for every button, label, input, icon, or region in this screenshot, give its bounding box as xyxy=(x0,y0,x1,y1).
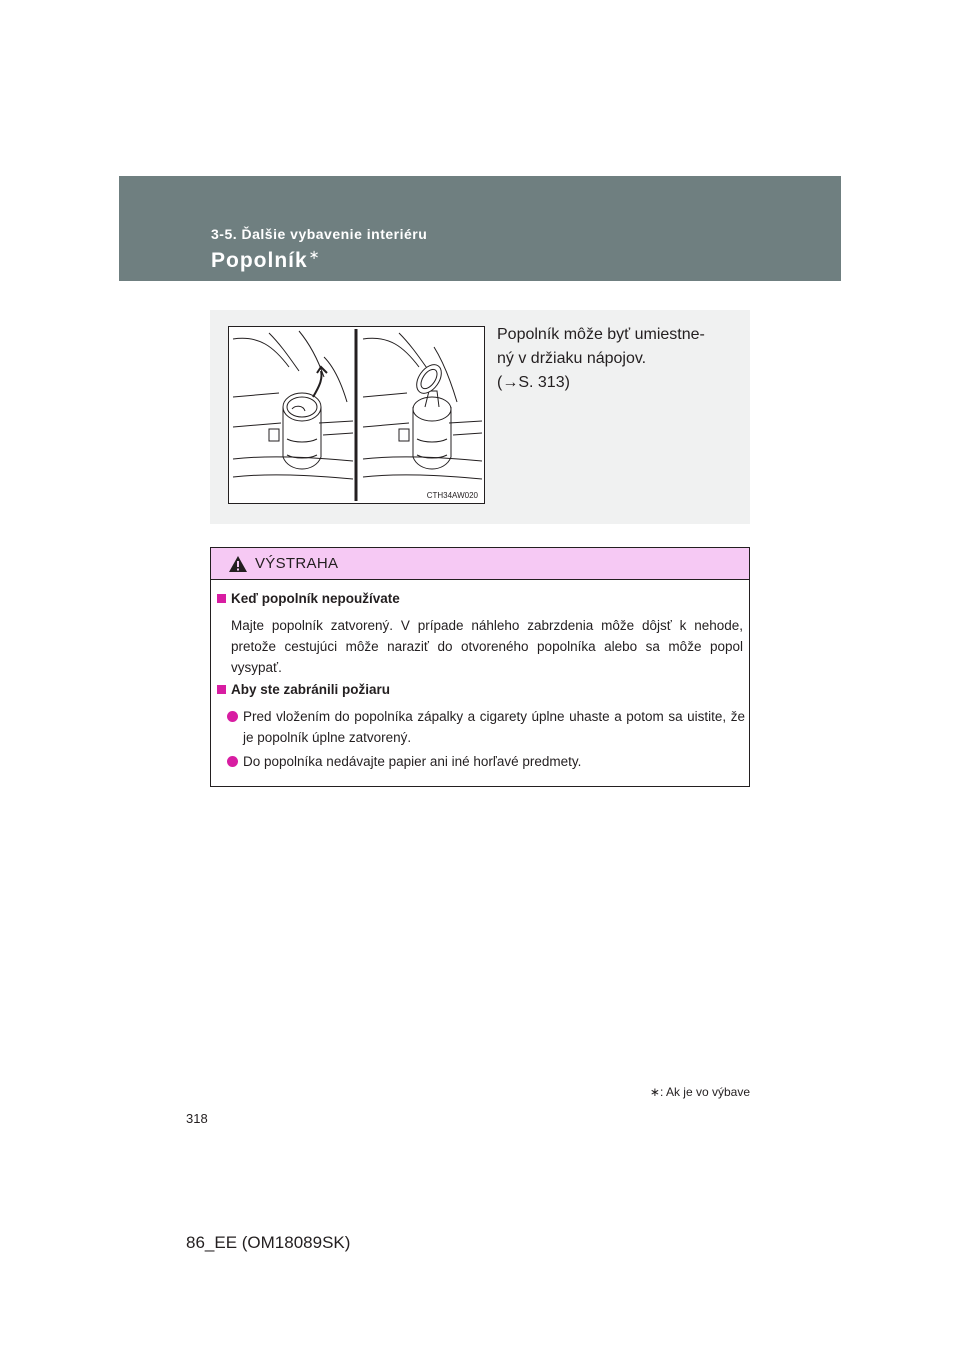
warning-bullet-item xyxy=(227,751,745,772)
right-panel-ashtray-open xyxy=(363,333,482,479)
ashtray-drawing xyxy=(229,327,484,503)
warning-bullet-item xyxy=(227,706,745,748)
warning-body xyxy=(211,580,749,786)
warning-heading-text: Keď popolník nepoužívate xyxy=(231,591,400,606)
warning-heading-fire xyxy=(217,682,390,697)
optional-equipment-mark: ∗ xyxy=(308,247,321,262)
warning-paragraph xyxy=(231,615,743,678)
figure-code: CTH34AW020 xyxy=(426,491,478,500)
figure-box xyxy=(210,310,750,524)
left-panel-ashtray-closed xyxy=(233,331,353,479)
warning-bullet-text: Do popolníka nedávajte papier ani iné horľavé predmety. xyxy=(243,754,582,769)
circle-bullet-icon xyxy=(227,756,238,767)
warning-paragraph-text: Majte popolník zatvorený. V prípade náhleho zabrzdenia môže dôjsť k nehode, pretože cestujúci môže naraziť do otvoreného popolníka alebo sa môže popol vysypať. xyxy=(231,618,743,675)
page-title xyxy=(211,249,321,273)
figure-description-line: (→S. 313) xyxy=(497,374,570,391)
figure-description xyxy=(497,323,742,395)
section-label: 3-5. Ďalšie vybavenie interiéru xyxy=(211,226,428,242)
warning-triangle-icon xyxy=(228,555,248,573)
warning-title: VÝSTRAHA xyxy=(255,555,339,572)
square-bullet-icon xyxy=(217,685,226,694)
document-code: 86_EE (OM18089SK) xyxy=(186,1233,351,1252)
footnote: ∗: Ak je vo výbave xyxy=(649,1085,750,1099)
square-bullet-icon xyxy=(217,594,226,603)
ashtray-illustration xyxy=(228,326,485,504)
warning-heading-not-in-use xyxy=(217,591,400,606)
chapter-header xyxy=(119,176,841,281)
warning-box xyxy=(210,547,750,787)
page-number: 318 xyxy=(186,1111,208,1126)
page-title-text: Popolník xyxy=(211,249,308,272)
warning-heading-text: Aby ste zabránili požiaru xyxy=(231,682,391,697)
circle-bullet-icon xyxy=(227,711,238,722)
warning-header xyxy=(211,548,749,580)
figure-description-line: Popolník môže byť umiestne- xyxy=(497,326,705,343)
warning-bullet-text: Pred vložením do popolníka zápalky a cigarety úplne uhaste a potom sa uistite, že je popolník úplne zatvorený. xyxy=(243,709,745,745)
figure-description-line: ný v držiaku nápojov. xyxy=(497,350,647,367)
